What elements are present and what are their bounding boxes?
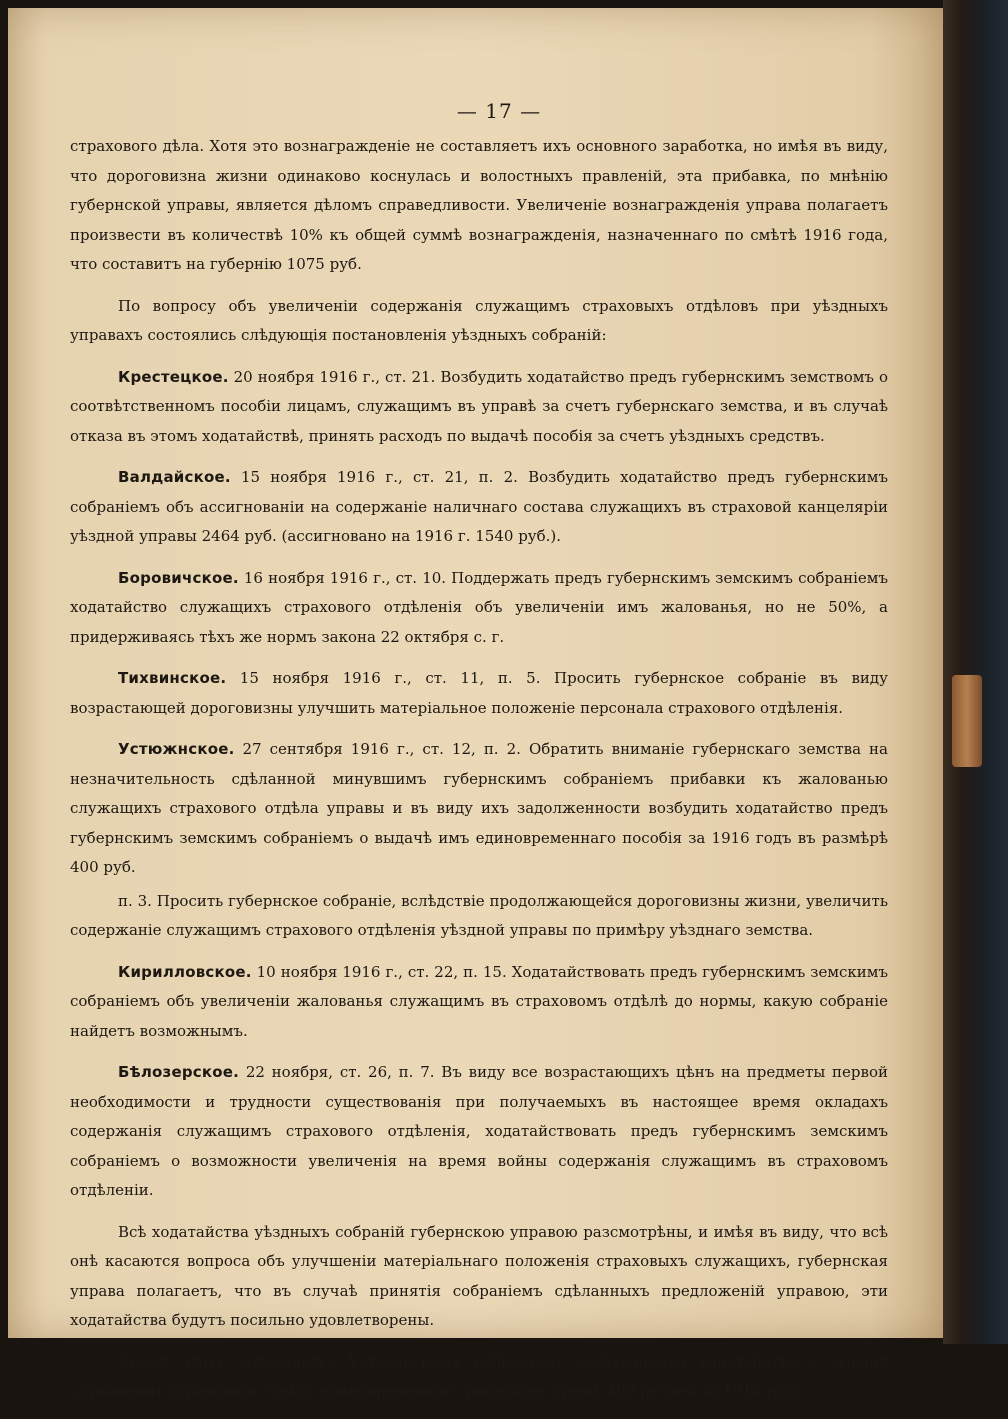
- book-spine: [943, 0, 1008, 1344]
- entry-ustyuzhnskoe: [70, 735, 888, 883]
- paragraph-intro: По вопросу объ увеличеніи содержанія служащимъ страховыхъ отдѣловъ при уѣздныхъ управахъ состоялись слѣдующія постановленія уѣздныхъ собраній:: [70, 296, 888, 344]
- district-name: Бѣлозерское.: [118, 1063, 240, 1081]
- district-name: Валдайское.: [118, 468, 231, 486]
- entry-text: 15 ноября 1916 г., ст. 21, п. 2. Возбудить ходатайство предъ губернскимъ собраніемъ объ ассигнованіи на содержаніе наличнаго состава служащихъ въ страховой канцеляріи уѣздной управы 2464 руб. (ассигновано на 1916 г. 1540 руб.).: [70, 468, 888, 545]
- paragraph-continuation: страхового дѣла. Хотя это вознагражденіе не составляетъ ихъ основного заработка, но имѣя въ виду, что дороговизна жизни одинаково коснулась и волостныхъ правленій, эта прибавка, по мнѣнію губернской управы, является дѣломъ справедливости. Увеличеніе вознагражденія управа полагаетъ произвести въ количествѣ 10% къ общей суммѣ вознагражденія, назначеннаго по смѣтѣ 1916 года, что составитъ на губернію 1075 руб.: [70, 137, 888, 273]
- page-number: — 17 —: [456, 99, 542, 123]
- district-name: Кирилловское.: [118, 962, 252, 981]
- entry-text: п. 3. Просить губернское собраніе, вслѣдствіе продолжающейся дороговизны жизни, увеличить содержаніе служащимъ страхового отдѣленія уѣздной управы по примѣру уѣзднаго земства.: [70, 891, 888, 939]
- entry-text: 22 ноября, ст. 26, п. 7. Въ виду все возрастающихъ цѣнъ на предметы первой необходимости и трудности существованія при получаемыхъ въ настоящее время окладахъ содержанія служащимъ страхового отдѣленія, ходатайствовать предъ губернскимъ земскимъ собраніемъ о возможности увеличенія на время войны содержанія служащимъ въ страховомъ отдѣленіи.: [70, 1063, 888, 1199]
- entry-borovichskoe: [70, 564, 888, 653]
- district-name: Крестецкое.: [118, 367, 229, 386]
- entry-text: 27 сентября 1916 г., ст. 12, п. 2. Обратить вниманіе губернскаго земства на незначительность сдѣланной минувшимъ губернскимъ собраніемъ прибавки къ жалованью служащихъ страхового отдѣла управы и въ виду ихъ задолженности возбудить ходатайство предъ губернскимъ земскимъ собраніемъ о выдачѣ имъ единовременнаго пособія за 1916 годъ въ размѣрѣ 400 руб.: [70, 740, 888, 876]
- entry-belozerskoe: [70, 1058, 888, 1206]
- entry-text: 16 ноября 1916 г., ст. 10. Поддержать предъ губернскимъ земскимъ собраніемъ ходатайство служащихъ страхового отдѣленія объ увеличеніи имъ жалованья, но не 50%, а придерживаясь тѣхъ же нормъ закона 22 октября с. г.: [70, 568, 888, 646]
- entry-text: 10 ноября 1916 г., ст. 22, п. 15. Ходатайствовать предъ губернскимъ земскимъ собраніемъ объ увеличеніи жалованья служащимъ въ страховомъ отдѣлѣ до нормы, какую собраніе найдетъ возможнымъ.: [70, 962, 888, 1040]
- entry-tikhvinskoe: [70, 664, 888, 723]
- entry-ustyuzhnskoe-item-3: [70, 887, 888, 946]
- entry-text: 20 ноября 1916 г., ст. 21. Возбудить ходатайство предъ губернскимъ земствомъ о соотвѣтственномъ пособіи лицамъ, служащимъ въ управѣ за счетъ губернскаго земства, и въ случаѣ отказа въ этомъ ходатайствѣ, принять расходъ по выдачѣ пособія за счетъ уѣздныхъ средствъ.: [70, 367, 888, 445]
- binding-tab: [952, 675, 982, 767]
- page-text: [70, 96, 888, 1419]
- entry-text: 15 ноября 1916 г., ст. 11, п. 5. Просить губернское собраніе въ виду возрастающей дороговизны улучшить матеріальное положеніе персонала страхового отдѣленія.: [70, 669, 888, 717]
- entry-kirillovskoe: [70, 958, 888, 1047]
- paragraph-final: Кромѣ этихъ ходатайствъ Устюжнскимъ собраніемъ возбуждается ходатайство о выдачѣ служащимъ страхового отдѣла единовременнаго пособія въ суммѣ 400 рублей за 1916 годъ,: [70, 1352, 888, 1400]
- entry-krestetskoe: [70, 363, 888, 452]
- paragraph-conclusion: Всѣ ходатайства уѣздныхъ собраній губернскою управою разсмотрѣны, и имѣя въ виду, что всѣ онѣ касаются вопроса объ улучшеніи матеріальнаго положенія страховыхъ служащихъ, губернская управа полагаетъ, что въ случаѣ принятія собраніемъ сдѣланныхъ предложеній управою, эти ходатайства будутъ посильно удовлетворены.: [70, 1222, 888, 1329]
- district-name: Устюжнское.: [118, 740, 235, 758]
- district-name: Боровичское.: [118, 568, 239, 587]
- district-name: Тихвинское.: [118, 669, 227, 687]
- entry-valdaiskoe: [70, 463, 888, 552]
